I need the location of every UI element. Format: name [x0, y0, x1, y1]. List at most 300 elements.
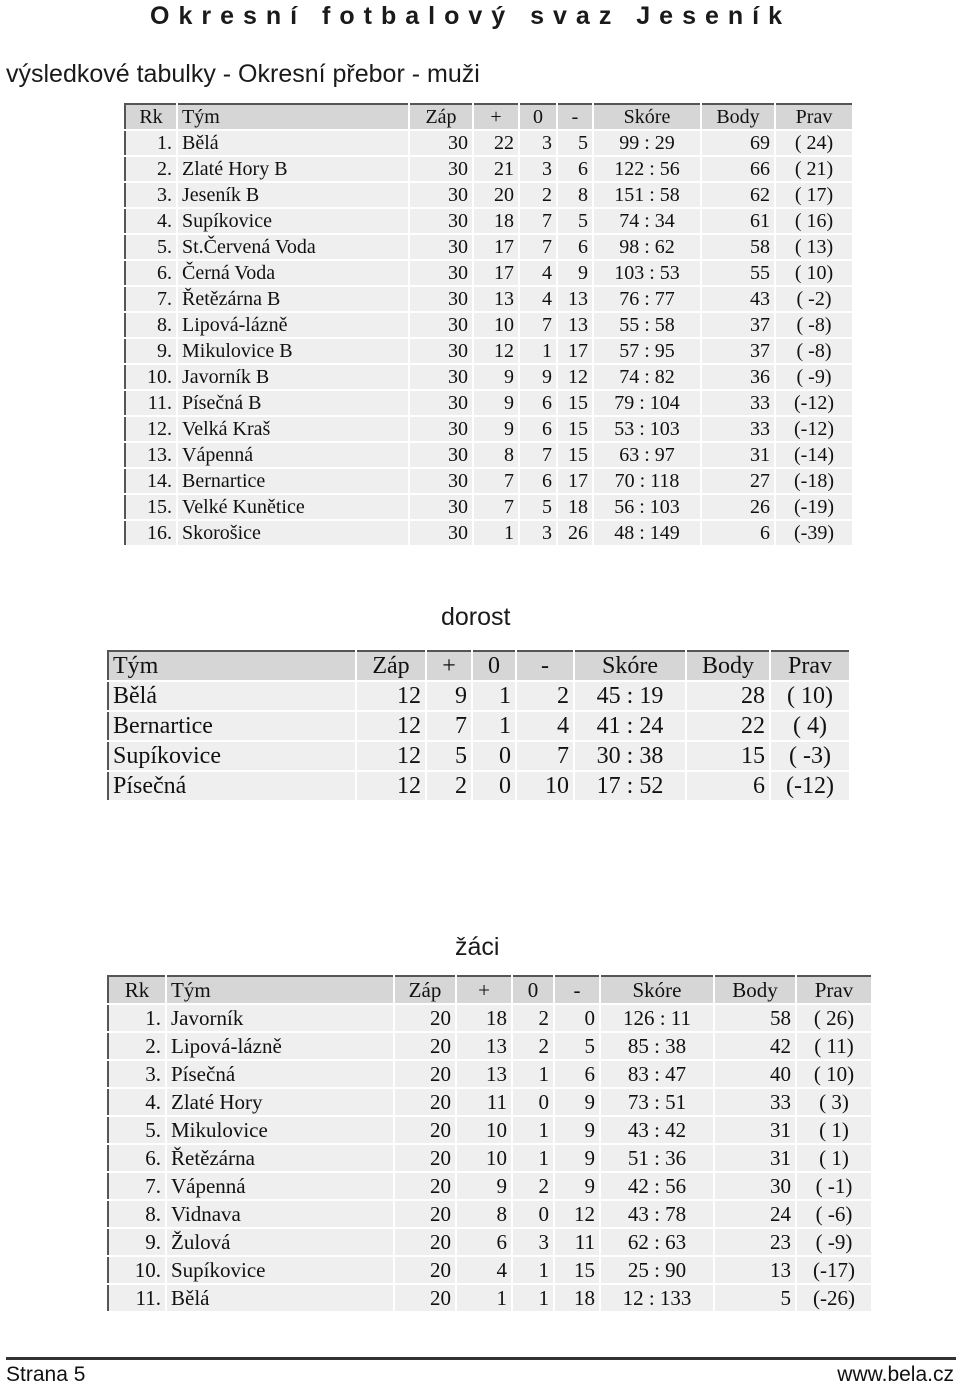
table-cell: 7: [519, 442, 557, 468]
table-cell: 12: [473, 338, 519, 364]
table-header-row: [108, 651, 850, 681]
table-cell: 3.: [125, 182, 177, 208]
table-cell: 20: [394, 1172, 456, 1200]
table-cell: 6.: [125, 260, 177, 286]
table-cell: 5: [554, 1032, 600, 1060]
table-cell: 58: [701, 234, 775, 260]
table-cell: Mikulovice B: [177, 338, 409, 364]
table-cell: Vápenná: [177, 442, 409, 468]
table-cell: 2: [519, 182, 557, 208]
table-row: [108, 1088, 872, 1116]
table-cell: 31: [701, 442, 775, 468]
table-cell: 122 : 56: [593, 156, 701, 182]
table-cell: 8.: [108, 1200, 166, 1228]
table-cell: 4.: [125, 208, 177, 234]
table-cell: Velké Kunětice: [177, 494, 409, 520]
website-link[interactable]: www.bela.cz: [837, 1363, 954, 1386]
table-cell: 30: [409, 312, 473, 338]
table-cell: Lipová-lázně: [177, 312, 409, 338]
table-cell: 7: [516, 741, 574, 771]
table-cell: Supíkovice: [177, 208, 409, 234]
column-header: Záp: [394, 976, 456, 1004]
table-cell: 9: [554, 1088, 600, 1116]
column-header: -: [554, 976, 600, 1004]
table-cell: 9.: [108, 1228, 166, 1256]
table-cell: ( -1): [796, 1172, 872, 1200]
table-cell: 74 : 82: [593, 364, 701, 390]
table-row: [108, 711, 850, 741]
table-cell: Bělá: [166, 1284, 394, 1312]
table-cell: ( 24): [775, 130, 853, 156]
table-cell: (-18): [775, 468, 853, 494]
table-cell: 7: [426, 711, 472, 741]
table-cell: ( -2): [775, 286, 853, 312]
table-cell: 33: [701, 390, 775, 416]
table-cell: 74 : 34: [593, 208, 701, 234]
table-cell: 2: [512, 1172, 554, 1200]
results-table-dorost: [107, 650, 851, 802]
table-cell: 42: [714, 1032, 796, 1060]
table-cell: Skorošice: [177, 520, 409, 546]
table-cell: ( 21): [775, 156, 853, 182]
table-cell: 8: [456, 1200, 512, 1228]
table-cell: 31: [714, 1144, 796, 1172]
table-cell: 10: [473, 312, 519, 338]
table-cell: 6: [701, 520, 775, 546]
table-cell: 30: [409, 442, 473, 468]
table-cell: 99 : 29: [593, 130, 701, 156]
table-cell: Lipová-lázně: [166, 1032, 394, 1060]
table-cell: 5.: [108, 1116, 166, 1144]
table-cell: 45 : 19: [574, 681, 686, 711]
table-cell: 62 : 63: [600, 1228, 714, 1256]
table-cell: 30: [409, 520, 473, 546]
table-row: [125, 390, 853, 416]
table-cell: 33: [714, 1088, 796, 1116]
table-cell: 20: [394, 1284, 456, 1312]
table-cell: 36: [701, 364, 775, 390]
table-cell: 13: [714, 1256, 796, 1284]
table-cell: Zlaté Hory B: [177, 156, 409, 182]
table-cell: ( 16): [775, 208, 853, 234]
table-cell: 9: [554, 1116, 600, 1144]
table-cell: 13: [456, 1060, 512, 1088]
table-cell: 40: [714, 1060, 796, 1088]
table-cell: Javorník: [166, 1004, 394, 1032]
section-heading-zaci: žáci: [455, 933, 500, 961]
table-cell: 15: [554, 1256, 600, 1284]
table-cell: 30: [409, 130, 473, 156]
table-cell: Velká Kraš: [177, 416, 409, 442]
table-cell: 1: [512, 1284, 554, 1312]
table-cell: 98 : 62: [593, 234, 701, 260]
table-cell: 13: [456, 1032, 512, 1060]
table-cell: 5: [557, 130, 593, 156]
table-row: [108, 1200, 872, 1228]
table-cell: 7: [519, 312, 557, 338]
table-cell: 85 : 38: [600, 1032, 714, 1060]
table-cell: (-12): [775, 416, 853, 442]
column-header: Body: [686, 651, 770, 681]
table-row: [108, 771, 850, 801]
table-cell: Javorník B: [177, 364, 409, 390]
table-cell: 58: [714, 1004, 796, 1032]
table-cell: ( -9): [796, 1228, 872, 1256]
table-cell: 73 : 51: [600, 1088, 714, 1116]
table-cell: 9.: [125, 338, 177, 364]
table-cell: 83 : 47: [600, 1060, 714, 1088]
table-cell: ( 13): [775, 234, 853, 260]
table-cell: 53 : 103: [593, 416, 701, 442]
table-header-row: [125, 104, 853, 130]
table-cell: 4: [456, 1256, 512, 1284]
table-cell: 11.: [125, 390, 177, 416]
table-cell: 6: [554, 1060, 600, 1088]
table-cell: 14.: [125, 468, 177, 494]
table-cell: 42 : 56: [600, 1172, 714, 1200]
table-cell: 33: [701, 416, 775, 442]
column-header: Skóre: [574, 651, 686, 681]
table-cell: ( -6): [796, 1200, 872, 1228]
table-cell: Černá Voda: [177, 260, 409, 286]
table-cell: ( 10): [775, 260, 853, 286]
table-row: [125, 208, 853, 234]
table-row: [125, 312, 853, 338]
footer-divider: [6, 1357, 956, 1360]
table-cell: ( 26): [796, 1004, 872, 1032]
table-cell: 1.: [125, 130, 177, 156]
table-cell: 11: [554, 1228, 600, 1256]
table-cell: Bělá: [177, 130, 409, 156]
table-cell: 12 : 133: [600, 1284, 714, 1312]
table-row: [125, 234, 853, 260]
table-cell: Žulová: [166, 1228, 394, 1256]
column-header: Rk: [125, 104, 177, 130]
table-cell: (-12): [775, 390, 853, 416]
table-cell: Bernartice: [177, 468, 409, 494]
table-cell: 6: [519, 416, 557, 442]
table-cell: 1: [472, 711, 516, 741]
section-heading-dorost: dorost: [441, 603, 511, 631]
column-header: 0: [519, 104, 557, 130]
table-cell: 0: [512, 1088, 554, 1116]
table-cell: ( 1): [796, 1144, 872, 1172]
column-header: Záp: [409, 104, 473, 130]
table-cell: 12: [356, 681, 426, 711]
table-row: [125, 468, 853, 494]
table-cell: 21: [473, 156, 519, 182]
column-header: Tým: [108, 651, 356, 681]
table-cell: ( 3): [796, 1088, 872, 1116]
table-cell: 20: [394, 1060, 456, 1088]
table-cell: 20: [473, 182, 519, 208]
table-row: [108, 681, 850, 711]
table-cell: 3: [512, 1228, 554, 1256]
table-cell: 8: [473, 442, 519, 468]
table-cell: 1: [512, 1060, 554, 1088]
table-cell: 6.: [108, 1144, 166, 1172]
table-cell: 70 : 118: [593, 468, 701, 494]
table-cell: 24: [714, 1200, 796, 1228]
table-cell: 1: [473, 520, 519, 546]
table-cell: 76 : 77: [593, 286, 701, 312]
table-cell: 20: [394, 1004, 456, 1032]
table-cell: 5: [714, 1284, 796, 1312]
table-row: [125, 260, 853, 286]
table-cell: 10: [456, 1144, 512, 1172]
table-cell: (-14): [775, 442, 853, 468]
table-cell: 12: [356, 711, 426, 741]
table-row: [125, 156, 853, 182]
table-cell: 30: [409, 208, 473, 234]
column-header: -: [557, 104, 593, 130]
table-cell: ( 10): [796, 1060, 872, 1088]
page-subtitle: výsledkové tabulky - Okresní přebor - muži: [6, 60, 480, 88]
table-row: [125, 130, 853, 156]
column-header: Prav: [796, 976, 872, 1004]
table-cell: ( -3): [770, 741, 850, 771]
table-row: [125, 286, 853, 312]
table-row: [108, 1116, 872, 1144]
table-cell: 2: [426, 771, 472, 801]
column-header: 0: [472, 651, 516, 681]
table-cell: 12: [554, 1200, 600, 1228]
table-cell: 5: [426, 741, 472, 771]
table-row: [125, 182, 853, 208]
table-cell: Zlaté Hory: [166, 1088, 394, 1116]
table-cell: 9: [473, 390, 519, 416]
table-cell: 30: [409, 338, 473, 364]
table-cell: 27: [701, 468, 775, 494]
table-row: [108, 1256, 872, 1284]
table-header-row: [108, 976, 872, 1004]
table-cell: Bernartice: [108, 711, 356, 741]
table-cell: ( -8): [775, 338, 853, 364]
table-cell: 57 : 95: [593, 338, 701, 364]
table-cell: 6: [519, 468, 557, 494]
table-cell: 9: [554, 1172, 600, 1200]
table-cell: 48 : 149: [593, 520, 701, 546]
table-cell: Jeseník B: [177, 182, 409, 208]
table-cell: 30: [409, 234, 473, 260]
table-cell: 22: [686, 711, 770, 741]
table-cell: 2.: [108, 1032, 166, 1060]
table-cell: 2: [512, 1032, 554, 1060]
column-header: Záp: [356, 651, 426, 681]
table-cell: 8: [557, 182, 593, 208]
table-cell: 12: [557, 364, 593, 390]
table-cell: 3: [519, 130, 557, 156]
table-cell: 17: [557, 338, 593, 364]
column-header: +: [456, 976, 512, 1004]
table-cell: 79 : 104: [593, 390, 701, 416]
column-header: Rk: [108, 976, 166, 1004]
table-cell: 10.: [125, 364, 177, 390]
table-cell: 9: [519, 364, 557, 390]
table-cell: (-19): [775, 494, 853, 520]
table-cell: 0: [472, 771, 516, 801]
table-cell: 5.: [125, 234, 177, 260]
table-cell: Supíkovice: [108, 741, 356, 771]
table-cell: 30: [409, 468, 473, 494]
column-header: Tým: [166, 976, 394, 1004]
table-cell: 4.: [108, 1088, 166, 1116]
table-cell: 9: [426, 681, 472, 711]
table-cell: 15: [557, 390, 593, 416]
table-cell: 1: [456, 1284, 512, 1312]
table-cell: ( 10): [770, 681, 850, 711]
table-cell: 55: [701, 260, 775, 286]
table-cell: Mikulovice: [166, 1116, 394, 1144]
table-cell: 7.: [125, 286, 177, 312]
table-cell: 13.: [125, 442, 177, 468]
table-cell: 17 : 52: [574, 771, 686, 801]
table-cell: 11: [456, 1088, 512, 1116]
table-cell: 0: [512, 1200, 554, 1228]
table-cell: Bělá: [108, 681, 356, 711]
table-cell: 30: [409, 156, 473, 182]
table-cell: 26: [557, 520, 593, 546]
table-cell: 20: [394, 1228, 456, 1256]
table-cell: (-17): [796, 1256, 872, 1284]
table-cell: 22: [473, 130, 519, 156]
table-cell: 13: [557, 312, 593, 338]
table-cell: 56 : 103: [593, 494, 701, 520]
table-cell: 30: [409, 416, 473, 442]
table-cell: 10.: [108, 1256, 166, 1284]
table-cell: 9: [473, 364, 519, 390]
column-header: Skóre: [593, 104, 701, 130]
results-table-zaci: [107, 975, 873, 1313]
table-cell: 7: [519, 208, 557, 234]
table-cell: 20: [394, 1256, 456, 1284]
table-cell: 20: [394, 1200, 456, 1228]
table-cell: Supíkovice: [166, 1256, 394, 1284]
table-cell: 6: [557, 234, 593, 260]
table-cell: 5: [557, 208, 593, 234]
table-cell: Vidnava: [166, 1200, 394, 1228]
table-cell: 12: [356, 771, 426, 801]
table-cell: Písečná B: [177, 390, 409, 416]
table-cell: ( 17): [775, 182, 853, 208]
table-cell: 4: [519, 260, 557, 286]
table-cell: 15.: [125, 494, 177, 520]
table-cell: 37: [701, 338, 775, 364]
table-cell: 10: [516, 771, 574, 801]
table-cell: 17: [473, 260, 519, 286]
table-cell: 1: [472, 681, 516, 711]
results-table-muzi: [124, 103, 854, 547]
table-row: [125, 520, 853, 546]
column-header: 0: [512, 976, 554, 1004]
table-cell: 2: [516, 681, 574, 711]
table-cell: 13: [473, 286, 519, 312]
column-header: Body: [714, 976, 796, 1004]
table-cell: 15: [557, 442, 593, 468]
table-cell: Vápenná: [166, 1172, 394, 1200]
table-cell: 28: [686, 681, 770, 711]
table-cell: 15: [557, 416, 593, 442]
table-cell: ( 11): [796, 1032, 872, 1060]
table-cell: Písečná: [108, 771, 356, 801]
column-header: Prav: [770, 651, 850, 681]
table-cell: Řetězárna: [166, 1144, 394, 1172]
table-cell: 17: [557, 468, 593, 494]
table-cell: 26: [701, 494, 775, 520]
column-header: +: [426, 651, 472, 681]
table-cell: 0: [472, 741, 516, 771]
table-cell: 20: [394, 1032, 456, 1060]
table-cell: 61: [701, 208, 775, 234]
table-cell: 30: [409, 286, 473, 312]
table-cell: 62: [701, 182, 775, 208]
table-cell: 1: [512, 1256, 554, 1284]
table-row: [108, 1228, 872, 1256]
column-header: +: [473, 104, 519, 130]
table-row: [125, 338, 853, 364]
table-cell: 12: [356, 741, 426, 771]
table-cell: 16.: [125, 520, 177, 546]
table-cell: 17: [473, 234, 519, 260]
column-header: Body: [701, 104, 775, 130]
table-cell: 20: [394, 1088, 456, 1116]
table-cell: 8.: [125, 312, 177, 338]
table-cell: ( -9): [775, 364, 853, 390]
table-cell: 31: [714, 1116, 796, 1144]
table-row: [108, 1172, 872, 1200]
table-cell: 10: [456, 1116, 512, 1144]
table-cell: 4: [519, 286, 557, 312]
table-cell: 9: [557, 260, 593, 286]
table-cell: 30: [409, 260, 473, 286]
column-header: -: [516, 651, 574, 681]
table-cell: 30: [409, 494, 473, 520]
table-cell: 37: [701, 312, 775, 338]
table-cell: 6: [456, 1228, 512, 1256]
page-title: Okresní fotbalový svaz Jeseník: [150, 2, 792, 30]
table-cell: 43 : 42: [600, 1116, 714, 1144]
table-cell: 3: [519, 156, 557, 182]
table-cell: 5: [519, 494, 557, 520]
column-header: Tým: [177, 104, 409, 130]
column-header: Skóre: [600, 976, 714, 1004]
table-cell: 43 : 78: [600, 1200, 714, 1228]
table-cell: 30: [409, 182, 473, 208]
table-cell: 30 : 38: [574, 741, 686, 771]
table-cell: (-12): [770, 771, 850, 801]
table-cell: 41 : 24: [574, 711, 686, 741]
table-cell: St.Červená Voda: [177, 234, 409, 260]
table-cell: (-26): [796, 1284, 872, 1312]
table-cell: 55 : 58: [593, 312, 701, 338]
table-row: [125, 494, 853, 520]
table-cell: Řetězárna B: [177, 286, 409, 312]
table-row: [108, 1004, 872, 1032]
table-cell: 7.: [108, 1172, 166, 1200]
table-cell: 18: [473, 208, 519, 234]
table-cell: 18: [554, 1284, 600, 1312]
table-cell: 30: [409, 390, 473, 416]
table-cell: 25 : 90: [600, 1256, 714, 1284]
table-cell: ( 4): [770, 711, 850, 741]
table-cell: 0: [554, 1004, 600, 1032]
table-row: [125, 442, 853, 468]
table-cell: 69: [701, 130, 775, 156]
table-cell: 20: [394, 1116, 456, 1144]
table-cell: 9: [554, 1144, 600, 1172]
table-cell: 4: [516, 711, 574, 741]
table-cell: 1: [512, 1116, 554, 1144]
